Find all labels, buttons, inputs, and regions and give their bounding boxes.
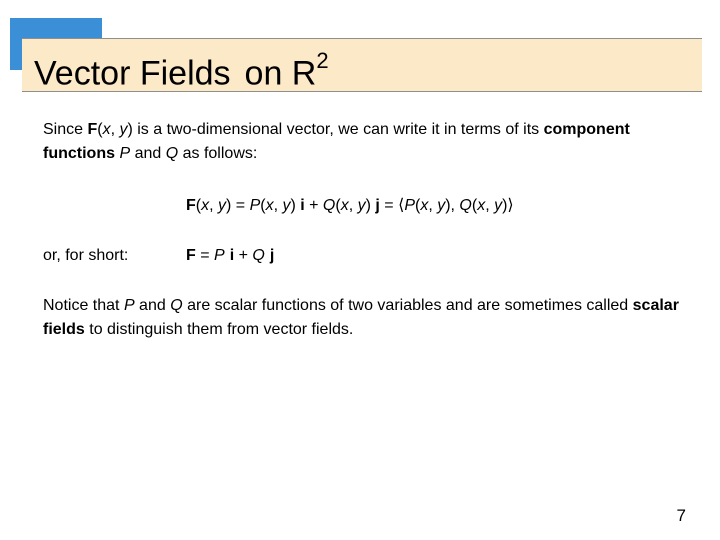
title-exponent: 2	[316, 48, 329, 73]
text: ),	[445, 197, 460, 214]
text: ) is a two-dimensional vector, we can write it in terms of its	[127, 121, 544, 138]
term-component-functions: component functions	[43, 121, 630, 162]
var-P: P	[123, 297, 135, 314]
text: (	[195, 197, 202, 214]
text: )	[290, 197, 301, 214]
text: ) =	[226, 197, 250, 214]
unit-vector-i: i	[229, 247, 235, 264]
var-x: x	[477, 197, 486, 214]
var-x: x	[201, 197, 210, 214]
var-y: y	[494, 197, 503, 214]
symbol-F: F	[186, 247, 196, 264]
symbol-F: F	[186, 197, 196, 214]
text: )	[365, 197, 376, 214]
component-equation	[186, 196, 514, 216]
text: ,	[209, 197, 218, 214]
var-P: P	[214, 247, 225, 264]
text: +	[304, 197, 323, 214]
page-number: 7	[676, 506, 686, 525]
text: as follows:	[178, 145, 258, 162]
var-x: x	[265, 197, 274, 214]
term-scalar-fields: scalar fields	[43, 297, 679, 338]
title-text: Vector Fields	[34, 54, 231, 93]
title-on: on	[244, 54, 292, 93]
var-Q: Q	[459, 197, 472, 214]
intro-paragraph	[43, 118, 683, 166]
var-Q: Q	[252, 247, 265, 264]
unit-vector-j: j	[375, 197, 380, 214]
var-y: y	[218, 197, 226, 214]
unit-vector-j: j	[269, 247, 275, 264]
var-x: x	[340, 197, 349, 214]
text: to distinguish them from vector fields.	[84, 321, 354, 338]
text: = ⟨	[379, 197, 405, 214]
var-y: y	[282, 197, 291, 214]
text: +	[234, 247, 253, 264]
var-Q: Q	[165, 145, 179, 162]
var-y: y	[119, 121, 128, 138]
text: are scalar functions of two variables and are sometimes called	[182, 297, 633, 314]
scalar-fields-paragraph	[43, 294, 683, 342]
text: Since	[43, 121, 88, 138]
var-x: x	[420, 197, 429, 214]
text: Notice that	[43, 297, 124, 314]
var-x: x	[102, 121, 111, 138]
text: (	[471, 197, 478, 214]
text: (	[97, 121, 103, 138]
text: and	[134, 297, 171, 314]
var-y: y	[437, 197, 446, 214]
text: ,	[273, 197, 283, 214]
var-P: P	[249, 197, 261, 214]
short-form-equation	[186, 246, 274, 266]
text: (	[335, 197, 341, 214]
var-Q: Q	[170, 297, 183, 314]
var-P: P	[119, 145, 131, 162]
text: ,	[110, 121, 120, 138]
var-Q: Q	[322, 197, 336, 214]
short-form-label: or, for short:	[43, 247, 129, 264]
text: ,	[428, 197, 438, 214]
symbol-F: F	[87, 121, 98, 138]
var-y: y	[357, 197, 366, 214]
unit-vector-i: i	[300, 197, 305, 214]
text: and	[130, 145, 166, 162]
text: (	[414, 197, 421, 214]
text: ,	[348, 197, 358, 214]
slide-title	[34, 40, 329, 98]
text: ,	[485, 197, 495, 214]
var-P: P	[404, 197, 415, 214]
text: (	[260, 197, 266, 214]
title-set-symbol: R	[291, 54, 317, 93]
text: =	[195, 247, 215, 264]
text: )⟩	[502, 197, 514, 214]
